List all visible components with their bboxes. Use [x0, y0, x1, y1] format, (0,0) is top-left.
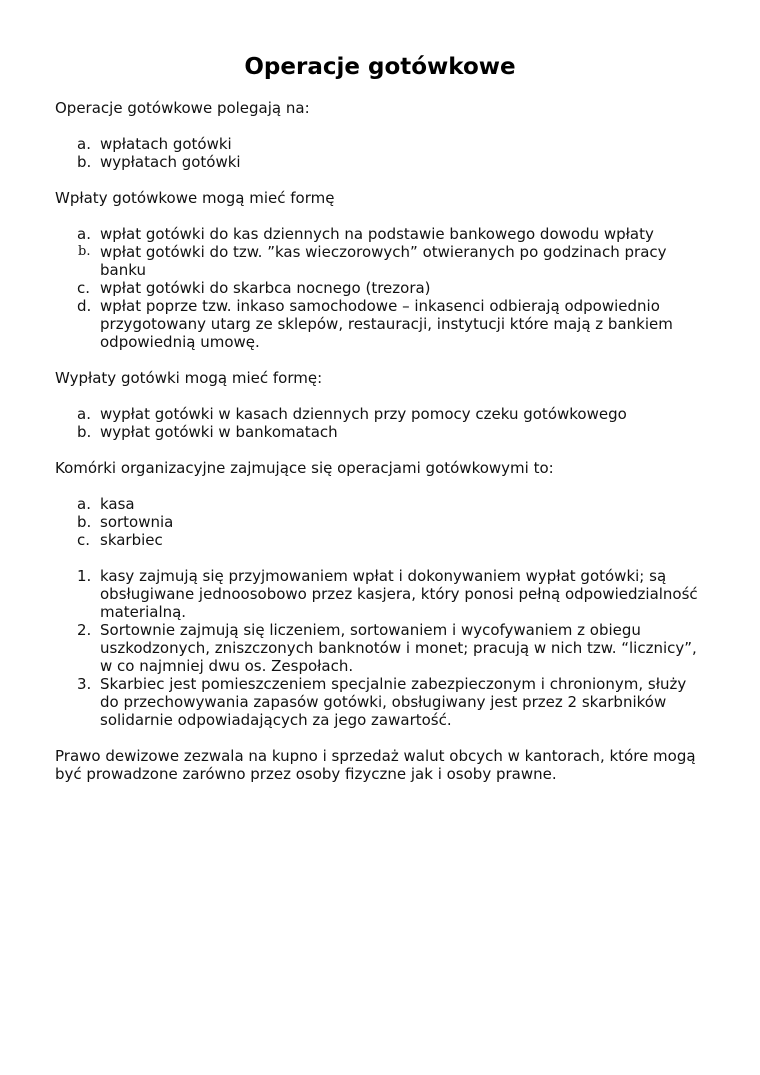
- spacer: [55, 387, 705, 405]
- list-marker: 3.: [77, 675, 92, 693]
- document-page: [55, 50, 705, 783]
- document-title: Operacje gotówkowe: [244, 54, 516, 80]
- list-item-text: sortownia: [100, 513, 174, 531]
- intro-paragraph: Operacje gotówkowe polegają na:: [55, 99, 310, 117]
- spacer: [55, 171, 705, 189]
- list-item-text: kasa: [100, 495, 135, 513]
- list-item: [55, 567, 705, 621]
- list-item: [55, 621, 705, 675]
- deposits-list: [55, 225, 705, 351]
- list-item-text: kasy zajmują się przyjmowaniem wpłat i dokonywaniem wypłat gotówki; są obsługiwane jednoosobowo przez kasjera, który ponosi pełną odpowiedzialność materialną.: [100, 567, 698, 621]
- spacer: [55, 549, 705, 567]
- list-marker: a.: [77, 405, 91, 423]
- list-item-text: wypłat gotówki w kasach dziennych przy pomocy czeku gotówkowego: [100, 405, 627, 423]
- list-item-text: wpłat gotówki do tzw. ”kas wieczorowych” otwieranych po godzinach pracy banku: [100, 243, 667, 279]
- list-item: [55, 225, 705, 243]
- spacer: [55, 351, 705, 369]
- list-item: [55, 675, 705, 729]
- list-item: [55, 297, 705, 351]
- numbered-list: [55, 567, 705, 729]
- list-marker: 2.: [77, 621, 92, 639]
- list-item: [55, 531, 705, 549]
- spacer: [55, 207, 705, 225]
- list-item: [55, 405, 705, 423]
- list-item-text: Skarbiec jest pomieszczeniem specjalnie zabezpieczonym i chronionym, służy do przechowywania zapasów gotówki, obsługiwany jest przez 2 skarbników solidarnie odpowiadających za jego zawartość.: [100, 675, 687, 729]
- list-item: [55, 513, 705, 531]
- spacer: [55, 117, 705, 135]
- list-item-text: skarbiec: [100, 531, 163, 549]
- list-marker: a.: [77, 135, 91, 153]
- deposits-heading: Wpłaty gotówkowe mogą mieć formę: [55, 189, 335, 207]
- list-marker: a.: [77, 225, 91, 243]
- spacer: [55, 477, 705, 495]
- list-marker: c.: [77, 531, 91, 549]
- list-item: [55, 279, 705, 297]
- list-marker: a.: [77, 495, 91, 513]
- list-item: [55, 423, 705, 441]
- list-marker: c.: [77, 279, 91, 297]
- list-item: [55, 495, 705, 513]
- withdrawals-list: [55, 405, 705, 441]
- list-marker: b.: [77, 513, 92, 531]
- list-marker: 1.: [77, 567, 92, 585]
- spacer: [55, 729, 705, 747]
- list-item-text: wpłat gotówki do skarbca nocnego (trezora): [100, 279, 431, 297]
- list-item: [55, 243, 705, 279]
- intro-list: [55, 135, 705, 171]
- list-marker: b.: [77, 153, 92, 171]
- list-marker: b.: [77, 423, 92, 441]
- closing-paragraph: Prawo dewizowe zezwala na kupno i sprzedaż walut obcych w kantorach, które mogą być prowadzone zarówno przez osoby fizyczne jak i osoby prawne.: [55, 747, 696, 783]
- list-item-text: Sortownie zajmują się liczeniem, sortowaniem i wycofywaniem z obiegu uszkodzonych, zniszczonych banknotów i monet; pracują w nich tzw. “licznicy”, w co najmniej dwu os. Zespołach.: [100, 621, 697, 675]
- list-item-text: wpłatach gotówki: [100, 135, 232, 153]
- list-item-text: wpłat gotówki do kas dziennych na podstawie bankowego dowodu wpłaty: [100, 225, 654, 243]
- list-item: [55, 135, 705, 153]
- units-heading: Komórki organizacyjne zajmujące się operacjami gotówkowymi to:: [55, 459, 554, 477]
- list-item-text: wypłatach gotówki: [100, 153, 241, 171]
- list-item-text: wpłat poprze tzw. inkaso samochodowe – inkasenci odbierają odpowiednio przygotowany utarg ze sklepów, restauracji, instytucji które mają z bankiem odpowiednią umowę.: [100, 297, 673, 351]
- list-item-text: wypłat gotówki w bankomatach: [100, 423, 338, 441]
- units-list: [55, 495, 705, 549]
- list-item: [55, 153, 705, 171]
- spacer: [55, 441, 705, 459]
- list-marker: d.: [77, 297, 92, 315]
- withdrawals-heading: Wypłaty gotówki mogą mieć formę:: [55, 369, 323, 387]
- list-marker: b.: [78, 244, 91, 259]
